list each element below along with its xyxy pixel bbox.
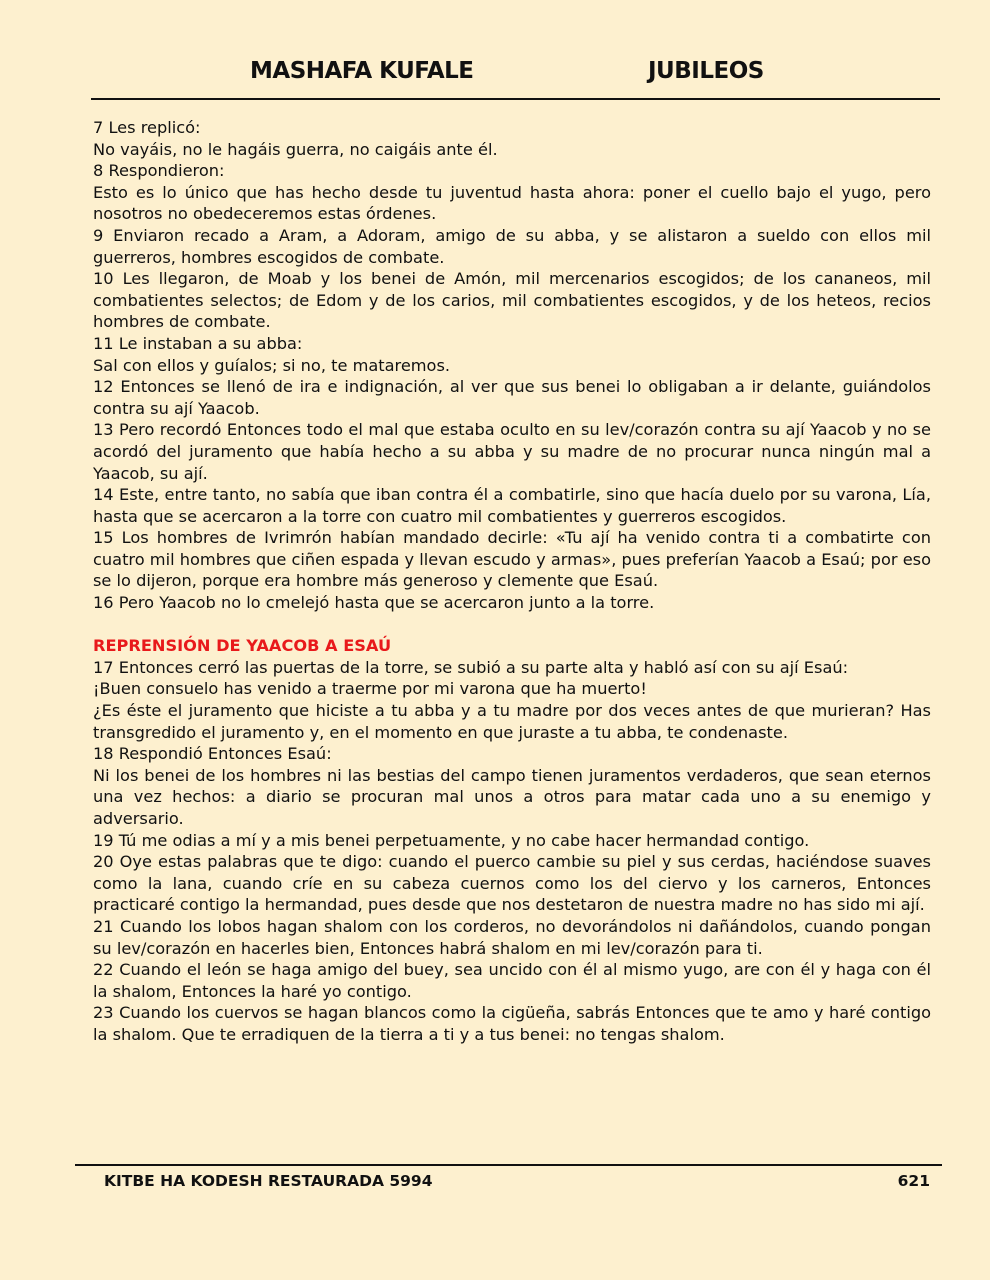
paragraph: 9 Enviaron recado a Aram, a Adoram, amigo de su abba, y se alistaron a sueldo con ellos mil guerreros, hombres escogidos de combate.: [93, 225, 931, 267]
page-header: [0, 58, 990, 92]
footer-collection-title: KITBE HA KODESH RESTAURADA 5994: [104, 1172, 433, 1190]
paragraph-gap: [93, 614, 931, 636]
paragraph: 18 Respondió Entonces Esaú:: [93, 744, 332, 764]
header-book-title: MASHAFA KUFALE: [250, 58, 474, 84]
paragraph: 13 Pero recordó Entonces todo el mal que estaba oculto en su lev/corazón contra su ají Yaacob y no se acordó del juramento que había hecho a su abba y su madre de no procurar nunca ningún mal a Yaacob, su ají.: [93, 420, 931, 483]
header-book-subtitle: JUBILEOS: [648, 58, 764, 84]
section-heading: REPRENSIÓN DE YAACOB A ESAÚ: [93, 636, 392, 656]
footer-divider: [75, 1164, 942, 1166]
paragraph: Ni los benei de los hombres ni las bestias del campo tienen juramentos verdaderos, que sean eternos una vez hechos: a diario se procuran mal unos a otros para matar cada uno a su enemigo y adversario.: [93, 765, 931, 828]
paragraph: 7 Les replicó:: [93, 118, 201, 137]
paragraph: 8 Respondieron:: [93, 161, 225, 181]
paragraph: 22 Cuando el león se haga amigo del buey, sea uncido con él al mismo yugo, are con él y haga con él la shalom, Entonces la haré yo contigo.: [93, 960, 931, 1001]
paragraph: 16 Pero Yaacob no lo cmelejó hasta que se acercaron junto a la torre.: [93, 593, 655, 613]
paragraph: 19 Tú me odias a mí y a mis benei perpetuamente, y no cabe hacer hermandad contigo.: [93, 830, 810, 850]
paragraph: ¿Es éste el juramento que hiciste a tu abba y a tu madre por dos veces antes de que murieran? Has transgredido el juramento y, en el momento en que juraste a tu abba, te condenaste.: [93, 701, 931, 742]
page-body: [93, 117, 931, 1046]
paragraph: ¡Buen consuelo has venido a traerme por mi varona que ha muerto!: [93, 679, 647, 699]
paragraph: 23 Cuando los cuervos se hagan blancos como la cigüeña, sabrás Entonces que te amo y haré contigo la shalom. Que te erradiquen de la tierra a ti y a tus benei: no tengas shalom.: [93, 1003, 931, 1044]
paragraph: 15 Los hombres de Ivrimrón habían mandado decirle: «Tu ají ha venido contra ti a combatirte con cuatro mil hombres que ciñen espada y llevan escudo y armas», pues preferían Yaacob a Esaú; por eso se lo dijeron, porque era hombre más generoso y clemente que Esaú.: [93, 528, 931, 591]
paragraph: 17 Entonces cerró las puertas de la torre, se subió a su parte alta y habló así con su ají Esaú:: [93, 657, 849, 677]
paragraph: Esto es lo único que has hecho desde tu juventud hasta ahora: poner el cuello bajo el yugo, pero nosotros no obedeceremos estas órdenes.: [93, 182, 931, 224]
paragraph: No vayáis, no le hagáis guerra, no caigáis ante él.: [93, 139, 498, 159]
paragraph: 14 Este, entre tanto, no sabía que iban contra él a combatirle, sino que hacía duelo por su varona, Lía, hasta que se acercaron a la torre con cuatro mil combatientes y guerreros escogidos.: [93, 485, 931, 526]
paragraph: 12 Entonces se llenó de ira e indignación, al ver que sus benei lo obligaban a ir delante, guiándolos contra su ají Yaacob.: [93, 377, 931, 418]
paragraph: 11 Le instaban a su abba:: [93, 333, 303, 353]
paragraph: 21 Cuando los lobos hagan shalom con los corderos, no devorándolos ni dañándolos, cuando pongan su lev/corazón en hacerles bien, Entonces habrá shalom en mi lev/corazón para ti.: [93, 916, 931, 958]
paragraph: Sal con ellos y guíalos; si no, te mataremos.: [93, 355, 451, 375]
header-divider: [91, 98, 940, 100]
paragraph: 20 Oye estas palabras que te digo: cuando el puerco cambie su piel y sus cerdas, haciéndose suaves como la lana, cuando críe en su cabeza cuernos como los del ciervo y los carneros, Entonces practicaré contigo la hermandad, pues desde que nos destetaron de nuestra madre no has sido mi ají.: [93, 852, 931, 915]
page-number: 621: [897, 1172, 930, 1190]
paragraph: 10 Les llegaron, de Moab y los benei de Amón, mil mercenarios escogidos; de los cananeos, mil combatientes selectos; de Edom y de los carios, mil combatientes escogidos, y de los heteos, recios hombres de combate.: [93, 269, 931, 332]
